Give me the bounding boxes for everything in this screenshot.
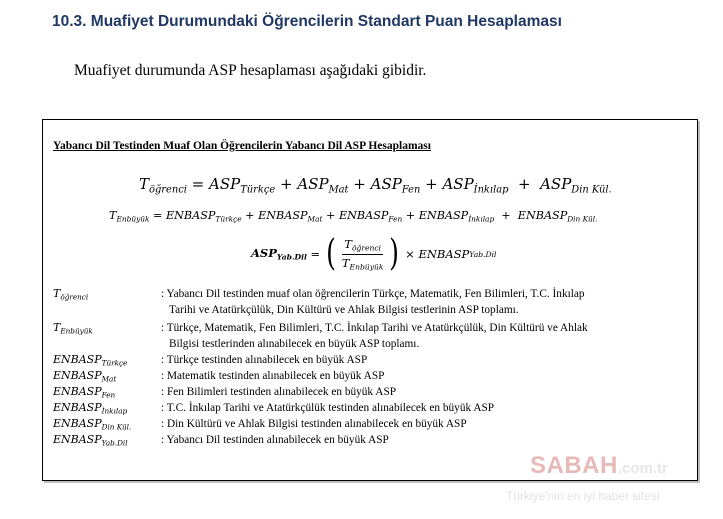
definition-row <box>53 368 693 384</box>
equation-t-enbuyuk: $T_{Enbüyük}$ = $ENBASP_{Türkçe}$ + $ENBASP_{Mat}$ + $ENBASP_{Fen}$ + $ENBASP_{İnkılap}$ + $ENBASP_{Din Kül.}$ <box>109 209 598 224</box>
definition-text: : Yabancı Dil testinden muaf olan öğrencilerin Türkçe, Matematik, Fen Bilimleri, T.C. İnkılap Tarihi ve Atatürkçülük, Din Kültürü ve Ahlak Bilgisi testlerinin ASP toplamı. <box>161 288 585 316</box>
definition-term: $ENBASP_{İnkılap}$ <box>53 401 128 416</box>
definition-text: : Fen Bilimleri testinden alınabilecek en büyük ASP <box>161 386 397 398</box>
definition-text: : Yabancı Dil testinden alınabilecek en büyük ASP <box>161 434 389 446</box>
intro-paragraph: Muafiyet durumunda ASP hesaplaması aşağıdaki gibidir. <box>74 62 427 79</box>
definition-row <box>53 320 693 352</box>
definition-text: : Türkçe testinden alınabilecek en büyük ASP <box>161 354 368 366</box>
definition-row <box>53 286 693 318</box>
fraction: $\frac{T_{öğrenci}}{T_{Enbüyük}}$ <box>341 236 384 272</box>
definition-term: $ENBASP_{Din Kül.}$ <box>53 417 132 432</box>
definition-term: $ENBASP_{Türkçe}$ <box>53 353 128 368</box>
formula-box <box>42 119 698 481</box>
sabah-watermark-logo: SABAH.com.tr <box>530 452 668 479</box>
definition-term: $ENBASP_{Mat}$ <box>53 369 117 384</box>
definition-term: $T_{öğrenci}$ <box>53 287 89 302</box>
definition-row <box>53 416 693 432</box>
watermark-tagline: Türkiye'nin en iyi haber sitesi <box>506 489 660 503</box>
definition-text: : Matematik testinden alınabilecek en büyük ASP <box>161 370 385 382</box>
box-title: Yabancı Dil Testinden Muaf Olan Öğrencilerin Yabancı Dil ASP Hesaplaması <box>53 140 431 152</box>
definition-row <box>53 352 693 368</box>
definition-term: $T_{Enbüyük}$ <box>53 321 93 336</box>
equation-asp-yab-dil: $ASP_{Yab.Dil}$ = ( $\frac{T_{öğrenci}}{T_{Enbüyük}}$ ) × ENBASP Yab.Dil <box>251 233 497 274</box>
equation-t-ogrenci: $T_{öğrenci} = ASP_{Türkçe} + ASP_{Mat} + ASP_{Fen} + ASP_{İnkılap} + ASP_{Din Kül.}$ <box>139 175 612 196</box>
definition-term: $ENBASP_{Fen}$ <box>53 385 116 400</box>
definition-row <box>53 400 693 416</box>
definition-list <box>53 286 693 448</box>
left-parenthesis: ( <box>325 233 336 274</box>
definition-row <box>53 384 693 400</box>
right-parenthesis: ) <box>389 233 400 274</box>
definition-row <box>53 432 693 448</box>
definition-text: : Din Kültürü ve Ahlak Bilgisi testinden alınabilecek en büyük ASP <box>161 418 467 430</box>
definition-term: $ENBASP_{Yab.Dil}$ <box>53 433 128 448</box>
definition-text: : T.C. İnkılap Tarihi ve Atatürkçülük testinden alınabilecek en büyük ASP <box>161 402 495 414</box>
definition-text: : Türkçe, Matematik, Fen Bilimleri, T.C. İnkılap Tarihi ve Atatürkçülük, Din Kültürü ve Ahlak Bilgisi testlerinden alınabilecek en büyük ASP toplamı. <box>161 322 588 350</box>
section-heading: 10.3. Muafiyet Durumundaki Öğrencilerin Standart Puan Hesaplaması <box>52 13 562 30</box>
